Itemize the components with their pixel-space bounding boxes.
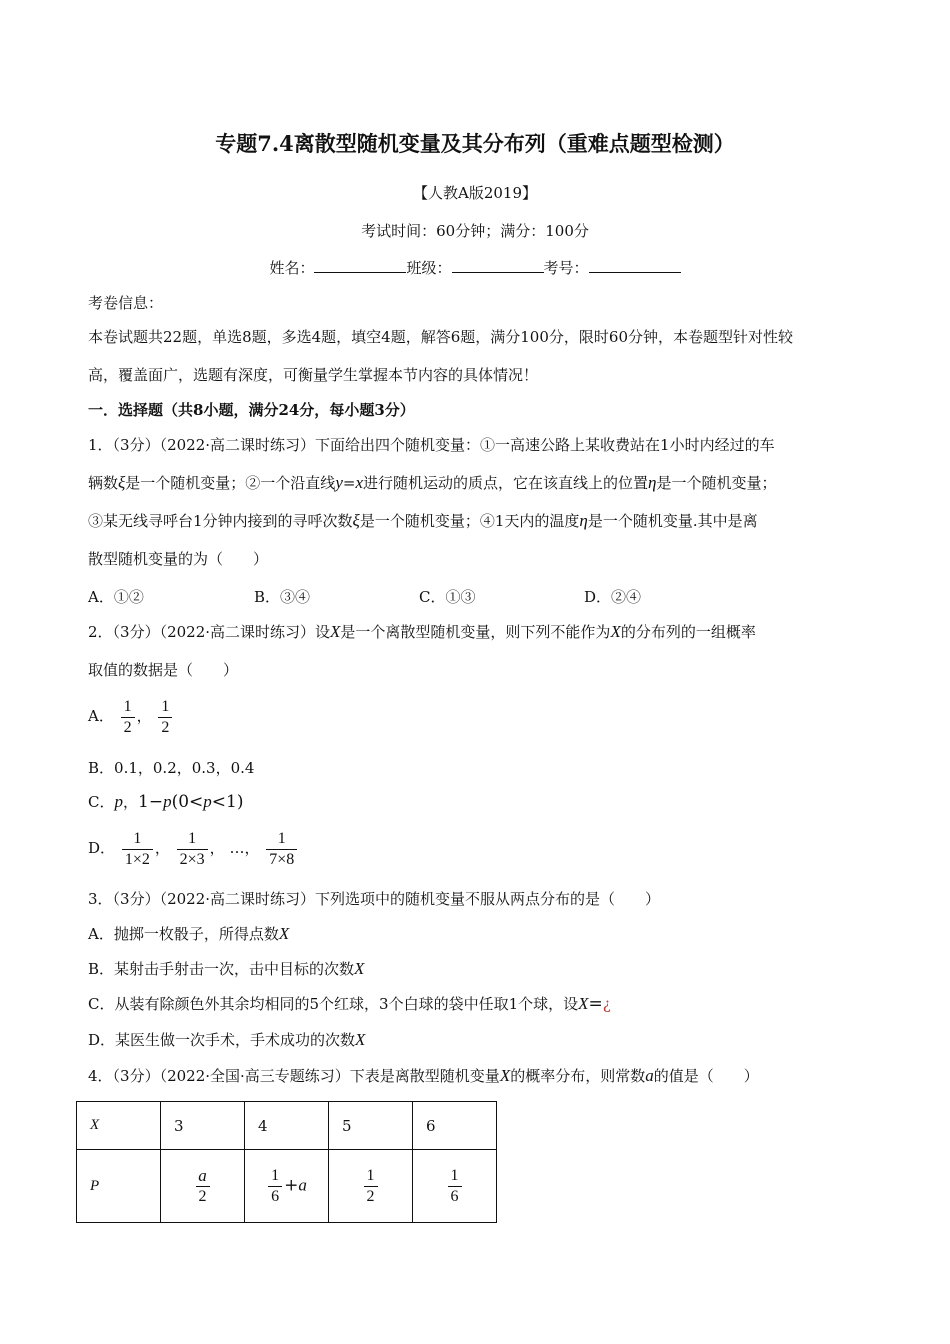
id-label: 考号： bbox=[543, 259, 589, 277]
fraction: $\frac{1}{6}$ bbox=[448, 1166, 462, 1207]
q2-option-c[interactable]: C．p，1−p(0<p<1) bbox=[88, 792, 244, 812]
name-label: 姓名： bbox=[269, 259, 315, 277]
class-label: 班级： bbox=[406, 259, 452, 277]
table-cell: X bbox=[77, 1102, 161, 1150]
fraction: $\frac{1}{2}$ bbox=[121, 697, 135, 738]
q3-line-1: 3．（3分）（2022·高二课时练习）下列选项中的随机变量不服从两点分布的是（ ） bbox=[88, 890, 661, 908]
q2-option-a[interactable]: A． $\frac{1}{2}$ ， $\frac{1}{2}$ bbox=[88, 696, 174, 738]
table-cell: 5 bbox=[329, 1102, 413, 1150]
section-heading: 一．选择题（共8小题，满分24分，每小题3分） bbox=[88, 401, 415, 419]
page-title: 专题7.4离散型随机变量及其分布列（重难点题型检测） bbox=[215, 131, 735, 156]
fraction: $\frac{1}{2}$ bbox=[364, 1166, 378, 1207]
table-cell bbox=[161, 1150, 245, 1223]
exam-time: 考试时间：60分钟；满分：100分 bbox=[361, 222, 589, 240]
q1-option-b[interactable]: B．③④ bbox=[254, 588, 311, 606]
q1-option-a[interactable]: A．①② bbox=[88, 588, 144, 606]
table-row bbox=[77, 1150, 497, 1223]
fraction: $\frac{1}{1\times 2}$ bbox=[122, 829, 153, 870]
name-blank bbox=[314, 258, 406, 273]
info-line-2: 高，覆盖面广，选题有深度，可衡量学生掌握本节内容的具体情况！ bbox=[88, 366, 539, 384]
xi-symbol: ξ bbox=[118, 473, 126, 492]
q3-option-a[interactable]: A．抛掷一枚骰子，所得点数X bbox=[88, 924, 290, 943]
q3-option-b[interactable]: B．某射击手射击一次，击中目标的次数X bbox=[88, 959, 365, 978]
table-row bbox=[77, 1102, 497, 1150]
table-cell: $\frac{1}{6}$ +a bbox=[245, 1150, 329, 1223]
distribution-table bbox=[76, 1101, 497, 1223]
info-line-1: 本卷试题共22题，单选8题，多选4题，填空4题，解答6题，满分100分，限时60分钟，本卷题型针对性较 bbox=[88, 328, 793, 346]
table-cell: P bbox=[77, 1150, 161, 1223]
q3-option-d[interactable]: D．某医生做一次手术，手术成功的次数X bbox=[88, 1030, 366, 1049]
table-cell: 4 bbox=[245, 1102, 329, 1150]
q1-line-2: 辆数ξ是一个随机变量；②一个沿直线y=x进行随机运动的质点，它在该直线上的位置η是一个随机变量； bbox=[88, 473, 777, 492]
q1-line-1: 1．（3分）（2022·高二课时练习）下面给出四个随机变量：①一高速公路上某收费站在1小时内经过的车 bbox=[88, 436, 775, 454]
fraction: $\frac{1}{6}$ bbox=[268, 1166, 282, 1207]
q2-option-b[interactable]: B．0.1，0.2，0.3，0.4 bbox=[88, 759, 255, 777]
id-blank bbox=[589, 258, 681, 273]
fraction: $\frac{1}{7\times 8}$ bbox=[266, 829, 297, 870]
student-fields bbox=[0, 257, 950, 278]
fraction: $\frac{1}{2\times 3}$ bbox=[177, 829, 208, 870]
eta-symbol: η bbox=[648, 473, 657, 492]
table-cell: 3 bbox=[161, 1102, 245, 1150]
info-label: 考卷信息： bbox=[88, 294, 164, 312]
q3-option-c[interactable]: C．从装有除颜色外其余均相同的5个红球，3个白球的袋中任取1个球，设X=¿ bbox=[88, 994, 611, 1014]
table-cell: 6 bbox=[413, 1102, 497, 1150]
q2-line-2: 取值的数据是（ ） bbox=[88, 661, 239, 679]
fraction: $\frac{1}{2}$ bbox=[158, 697, 172, 738]
table-cell bbox=[413, 1150, 497, 1223]
q2-option-d[interactable]: D． $\frac{1}{1\times 2}$ ， $\frac{1}{2\times 3}$ ， …， $\frac{1}{7\times 8}$ bbox=[88, 827, 299, 870]
edition-label: 【人教A版2019】 bbox=[412, 184, 537, 202]
q1-line-4: 散型随机变量的为（ ） bbox=[88, 550, 269, 568]
q4-line-1: 4．（3分）（2022·全国·高三专题练习）下表是离散型随机变量X的概率分布，则常数a的值是（ ） bbox=[88, 1066, 759, 1085]
q1-option-c[interactable]: C．①③ bbox=[419, 588, 476, 606]
unrendered-glyph: ¿ bbox=[602, 995, 611, 1013]
table-cell bbox=[329, 1150, 413, 1223]
class-blank bbox=[452, 258, 544, 273]
q1-line-3: ③某无线寻呼台1分钟内接到的寻呼次数ξ是一个随机变量；④1天内的温度η是一个随机变量.其中是离 bbox=[88, 511, 758, 530]
q1-option-d[interactable]: D．②④ bbox=[584, 588, 642, 606]
fraction: $\frac{a}{2}$ bbox=[195, 1166, 210, 1207]
q2-line-1: 2．（3分）（2022·高二课时练习）设X是一个离散型随机变量，则下列不能作为X的分布列的一组概率 bbox=[88, 622, 756, 641]
